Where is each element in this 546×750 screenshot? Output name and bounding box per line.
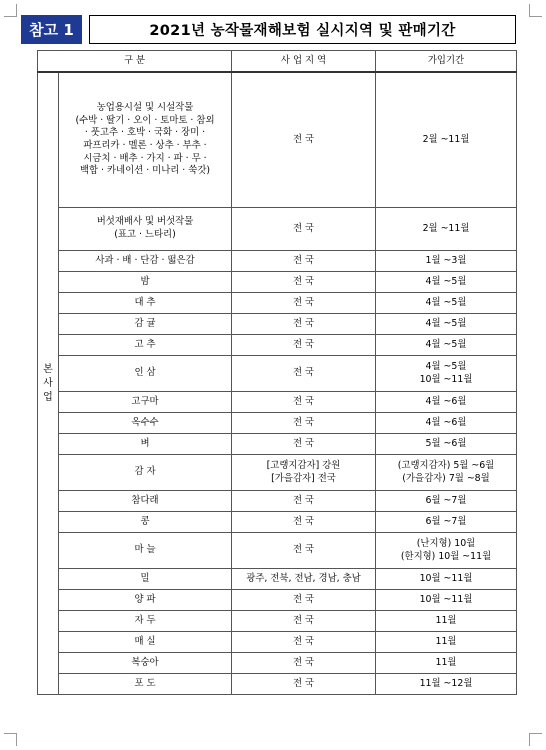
table-row [38,251,517,272]
cell-line: 콩 [140,515,150,527]
cell-line: 전 국 [292,275,315,287]
crop-mark-top-right [529,4,542,17]
crop-cell [59,335,232,356]
cell-line: 전 국 [292,677,315,689]
region-cell [232,251,376,272]
cell-line: 전 국 [292,515,315,527]
header-region: 사 업 지 역 [232,51,376,73]
cell-line: (한지형) 10월 ~11월 [400,550,492,562]
cell-line: 벼 [140,437,150,449]
region-cell [232,674,376,695]
region-cell [232,632,376,653]
region-cell [232,455,376,491]
cell-line: 감 귤 [134,317,156,329]
period-cell [376,356,517,392]
crop-cell [59,533,232,569]
cell-line: 밤 [140,275,150,287]
cell-line: 11월 [435,614,457,626]
crop-cell [59,674,232,695]
period-cell [376,533,517,569]
crop-mark-bottom-right [529,733,542,746]
cell-line: 양 파 [134,593,156,605]
cell-line: 전 국 [292,317,315,329]
cell-line: 전 국 [292,133,315,145]
crop-mark-top-left [4,4,17,17]
cell-line: 10월 ~11월 [419,593,473,605]
cell-line: 4월 ~6월 [425,395,467,407]
period-cell [376,569,517,590]
cell-line: 6월 ~7월 [425,494,467,506]
cell-line: 전 국 [292,254,315,266]
cell-line: 전 국 [292,593,315,605]
period-cell [376,251,517,272]
cell-line: [가을감자] 전국 [271,472,336,484]
region-cell [232,356,376,392]
region-cell [232,72,376,208]
insurance-schedule-table [37,50,517,695]
cell-line: 전 국 [292,635,315,647]
cell-line: 사과 · 배 · 단감 · 떫은감 [95,254,195,266]
group-label-char: 사 [43,377,53,389]
cell-line: 2월 ~11월 [422,133,470,145]
table-row [38,356,517,392]
cell-line: (가을감자) 7월 ~8월 [402,472,490,484]
cell-line: 4월 ~5월 [425,296,467,308]
cell-line: 전 국 [292,367,315,379]
crop-cell [59,314,232,335]
cell-line: 고 추 [134,338,156,350]
cell-line: [고랭지감자] 강원 [266,459,341,471]
crop-cell [59,392,232,413]
region-cell [232,434,376,455]
cell-line: 10월 ~11월 [419,572,473,584]
cell-line: 버섯재배사 및 버섯작물 [96,216,194,228]
crop-cell [59,356,232,392]
table-row [38,611,517,632]
table-row [38,72,517,208]
reference-badge: 참고 1 [21,15,82,44]
group-label-char: 본 [43,363,53,375]
table-row [38,632,517,653]
period-cell [376,293,517,314]
crop-cell [59,72,232,208]
crop-cell [59,272,232,293]
crop-cell [59,455,232,491]
period-cell [376,590,517,611]
cell-line: (표고 · 느타리) [114,229,176,240]
period-cell [376,632,517,653]
cell-line: 감 자 [134,466,156,478]
crop-cell [59,251,232,272]
cell-line: 2월 ~11월 [422,222,470,234]
period-cell [376,653,517,674]
table-row [38,314,517,335]
cell-line: 11월 [435,656,457,668]
cell-line: 파프리카 · 멜론 · 상추 · 부추 · [83,140,207,151]
region-cell [232,569,376,590]
cell-line: 1월 ~3월 [425,254,467,266]
cell-line: 복숭아 [131,656,159,668]
cell-line: 고구마 [131,395,159,407]
cell-line: 6월 ~7월 [425,515,467,527]
cell-line: 시금치 · 배추 · 가지 · 파 · 무 · [83,152,207,164]
cell-line: 전 국 [292,437,315,449]
table-row [38,491,517,512]
cell-line: 4월 ~5월 [425,360,467,372]
cell-line: 광주, 전북, 전남, 경남, 충남 [246,572,361,584]
region-cell [232,335,376,356]
crop-cell [59,653,232,674]
cell-line: 11월 ~12월 [419,677,473,689]
table-row [38,569,517,590]
cell-line: 마 늘 [134,544,156,556]
period-cell [376,434,517,455]
crop-cell [59,512,232,533]
period-cell [376,455,517,491]
group-label-main-business [38,72,59,695]
cell-line: 포 도 [134,677,156,689]
cell-line: 5월 ~6월 [425,437,467,449]
cell-line: 백합 · 카네이션 · 미나리 · 쑥갓) [79,165,211,177]
region-cell [232,392,376,413]
cell-line: (수박 · 딸기 · 오이 · 토마토 · 참외 [75,114,215,126]
period-cell [376,272,517,293]
table-row [38,293,517,314]
cell-line: 참다래 [131,494,159,506]
cell-line: 전 국 [292,656,315,668]
document-title: 2021년 농작물재해보험 실시지역 및 판매기간 [89,15,516,44]
table-row [38,434,517,455]
table-row [38,512,517,533]
region-cell [232,314,376,335]
cell-line: 전 국 [292,395,315,407]
crop-cell [59,293,232,314]
cell-line: · 풋고추 · 호박 · 국화 · 장미 · [84,127,206,139]
cell-line: 전 국 [292,614,315,626]
cell-line: 전 국 [292,296,315,308]
header-period: 가입기간 [376,51,517,73]
period-cell [376,314,517,335]
cell-line: 밀 [140,572,150,584]
table-row [38,674,517,695]
region-cell [232,293,376,314]
table-row [38,272,517,293]
table-row [38,335,517,356]
group-label-char: 업 [43,391,53,403]
region-cell [232,590,376,611]
period-cell [376,674,517,695]
cell-line: 옥수수 [131,416,159,428]
crop-cell [59,632,232,653]
cell-line: 매 실 [134,635,156,647]
region-cell [232,611,376,632]
cell-line: 전 국 [292,222,315,234]
crop-mark-bottom-left [4,733,17,746]
region-cell [232,533,376,569]
period-cell [376,208,517,251]
cell-line: 농업용시설 및 시설작물 [96,102,194,114]
period-cell [376,512,517,533]
cell-line: 전 국 [292,416,315,428]
table-row [38,413,517,434]
cell-line: 자 두 [134,614,156,626]
cell-line: (고랭지감자) 5월 ~6월 [397,459,495,471]
cell-line: 대 추 [134,296,156,308]
crop-cell [59,491,232,512]
period-cell [376,392,517,413]
cell-line: 전 국 [292,494,315,506]
table-row [38,208,517,251]
crop-cell [59,569,232,590]
table-header-row [38,51,517,73]
region-cell [232,413,376,434]
cell-line: 4월 ~5월 [425,338,467,350]
cell-line: 전 국 [292,544,315,556]
period-cell [376,611,517,632]
cell-line: (난지형) 10월 [416,537,476,549]
crop-cell [59,413,232,434]
period-cell [376,72,517,208]
table-row [38,392,517,413]
cell-line: 4월 ~5월 [425,317,467,329]
region-cell [232,491,376,512]
cell-line: 4월 ~5월 [425,275,467,287]
cell-line: 4월 ~6월 [425,416,467,428]
crop-cell [59,611,232,632]
region-cell [232,208,376,251]
cell-line: 인 삼 [134,367,156,379]
cell-line: 전 국 [292,338,315,350]
table-row [38,455,517,491]
crop-cell [59,434,232,455]
period-cell [376,335,517,356]
crop-cell [59,208,232,251]
header-category: 구 분 [38,51,232,73]
crop-cell [59,590,232,611]
table-row [38,653,517,674]
region-cell [232,653,376,674]
region-cell [232,272,376,293]
period-cell [376,413,517,434]
cell-line: 11월 [435,635,457,647]
region-cell [232,512,376,533]
table-row [38,590,517,611]
cell-line: 10월 ~11월 [419,373,473,385]
period-cell [376,491,517,512]
table-row [38,533,517,569]
